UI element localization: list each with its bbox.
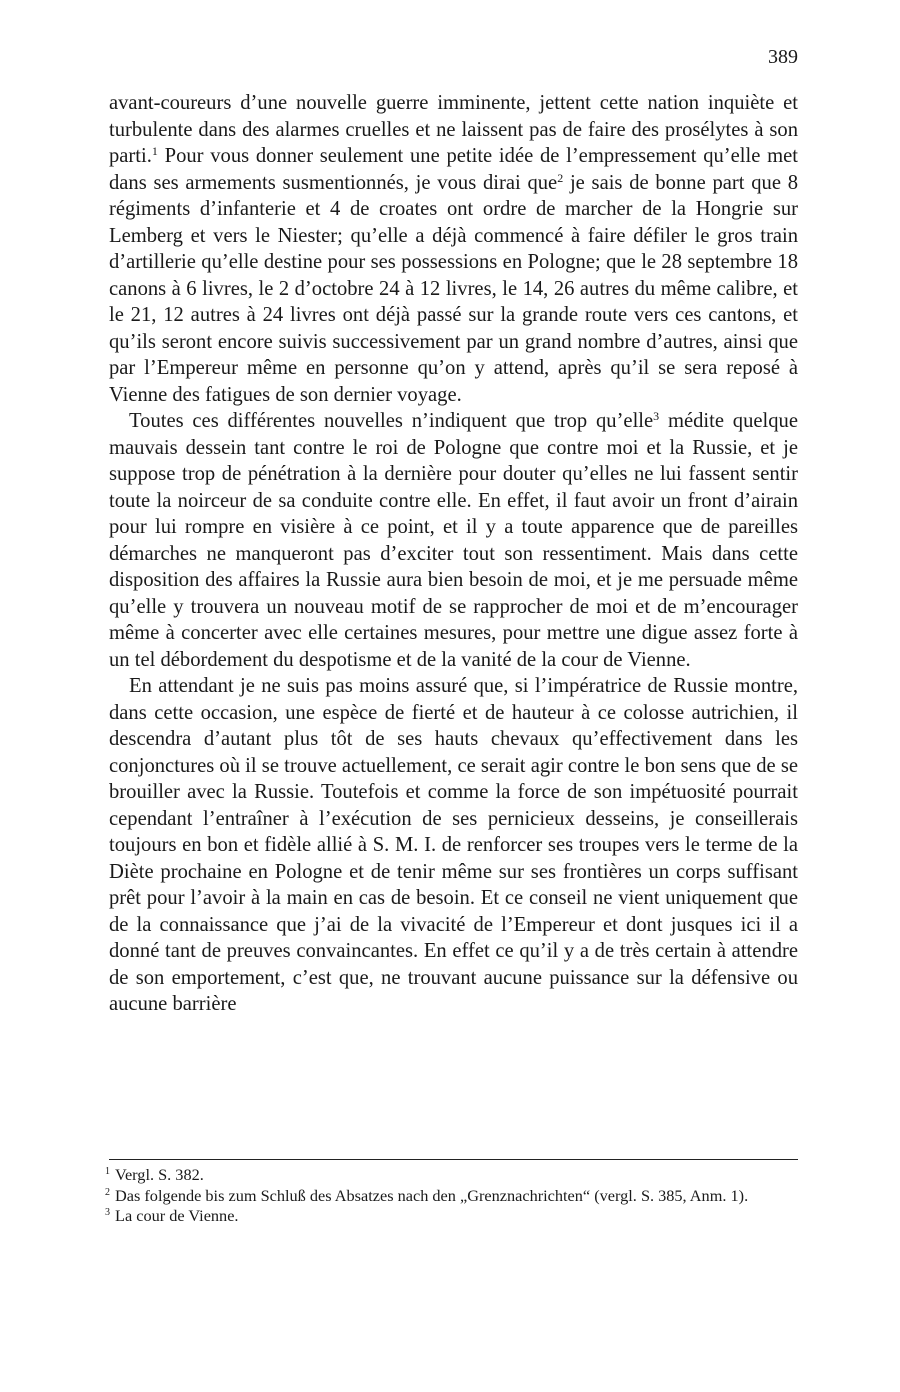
footnote-number: 3 xyxy=(105,1207,110,1218)
paragraph-text: Toutes ces différentes nouvelles n’indiquent que trop qu’elle xyxy=(129,410,654,432)
paragraph-text: Pour vous donner seulement une petite idée de l’empressement qu’elle met dans ses armements susmentionnés, je vous dirai que xyxy=(109,145,798,194)
footnote xyxy=(105,1186,798,1207)
paragraph xyxy=(109,408,798,673)
paragraph-text: En attendant je ne suis pas moins assuré que, si l’impératrice de Russie montre, dans cette occasion, une espèce de fierté et de hauteur à ce colosse autrichien, il descendra d’autant plus tôt de ses hauts chevaux qu’effectivement dans les conjonctures où il se trouve actuellement, ce serait agir contre le bon sens que de se brouiller avec la Russie. Toutefois et comme la force de son impétuosité pourrait cependant l’entraîner à l’exécution de ses pernicieux desseins, je conseillerais toujours en bon et fidèle allié à S. M. I. de renforcer ses troupes vers le terme de la Diète prochaine en Pologne et de tenir même sur ses frontières un corps suffisant prêt pour l’avoir à la main en cas de besoin. Et ce conseil ne vient uniquement que de la connaissance que j’ai de la vivacité de l’Empereur et dont jusques ici il a donné tant de preuves convaincantes. En effet ce qu’il y a de très certain à attendre de son emportement, c’est que, ne trouvant aucune puissance sur la défensive ou aucune barrière xyxy=(109,675,798,1015)
footnote-text: La cour de Vienne. xyxy=(115,1206,239,1225)
page-number: 389 xyxy=(768,46,798,68)
paragraph-text: médite quelque mauvais dessein tant contre le roi de Pologne que contre moi et la Russie, et je suppose trop de pénétration à la dernière pour douter qu’elles ne lui fassent sentir toute la noirceur de sa conduite contre elle. En effet, il faut avoir un front d’airain pour lui rompre en visière à ce point, et il y a toute apparence que de pareilles démarches ne manqueront pas d’exciter tout son ressentiment. Mais dans cette disposition des affaires la Russie aura bien besoin de moi, et je me persuade même qu’elle y trouvera un nouveau motif de se rapprocher de moi et de m’encourager même à concerter avec elle certaines mesures, pour mettre une digue assez forte à un tel débordement du despotisme et de la vanité de la cour de Vienne. xyxy=(109,410,798,671)
footnote xyxy=(105,1206,798,1227)
footnote-text: Das folgende bis zum Schluß des Absatzes nach den „Grenznachrichten“ (vergl. S. 385, Anm. 1). xyxy=(115,1185,749,1205)
footnote-number: 1 xyxy=(105,1166,110,1177)
footnote-ref: 1 xyxy=(151,144,158,158)
footnote-divider xyxy=(109,1159,798,1160)
body-text xyxy=(109,90,798,1018)
footnote xyxy=(105,1165,798,1186)
footnote-ref: 3 xyxy=(653,409,660,423)
footnote-ref: 2 xyxy=(557,170,564,185)
footnote-text: Vergl. S. 382. xyxy=(115,1165,204,1184)
paragraph-text: avant-coureurs d’une nouvelle guerre imminente, jettent cette nation inquiète et turbulente dans des alarmes cruelles et ne laissent pas de faire des prosélytes à son parti. xyxy=(109,92,798,167)
footnotes xyxy=(105,1165,798,1227)
footnote-number: 2 xyxy=(105,1186,110,1198)
paragraph xyxy=(109,90,798,408)
paragraph xyxy=(109,673,798,1018)
paragraph-text: je sais de bonne part que 8 régiments d’infanterie et 4 de croates ont ordre de marcher de la Hongrie sur Lemberg et vers le Niester; qu’elle a déjà commencé à faire défiler le gros train d’artillerie qu’elle destine pour ses possessions en Pologne; que le 28 septembre 18 canons à 6 livres, le 2 d’octobre 24 à 12 livres, le 14, 26 autres du même calibre, et le 21, 12 autres à 24 livres ont déjà passé sur la grande route vers ces cantons, et qu’ils seront encore suivis successivement par un grand nombre d’autres, ainsi que par l’Empereur même en personne qu’on y attend, après qu’il se sera reposé à Vienne des fatigues de son dernier voyage. xyxy=(109,171,799,406)
